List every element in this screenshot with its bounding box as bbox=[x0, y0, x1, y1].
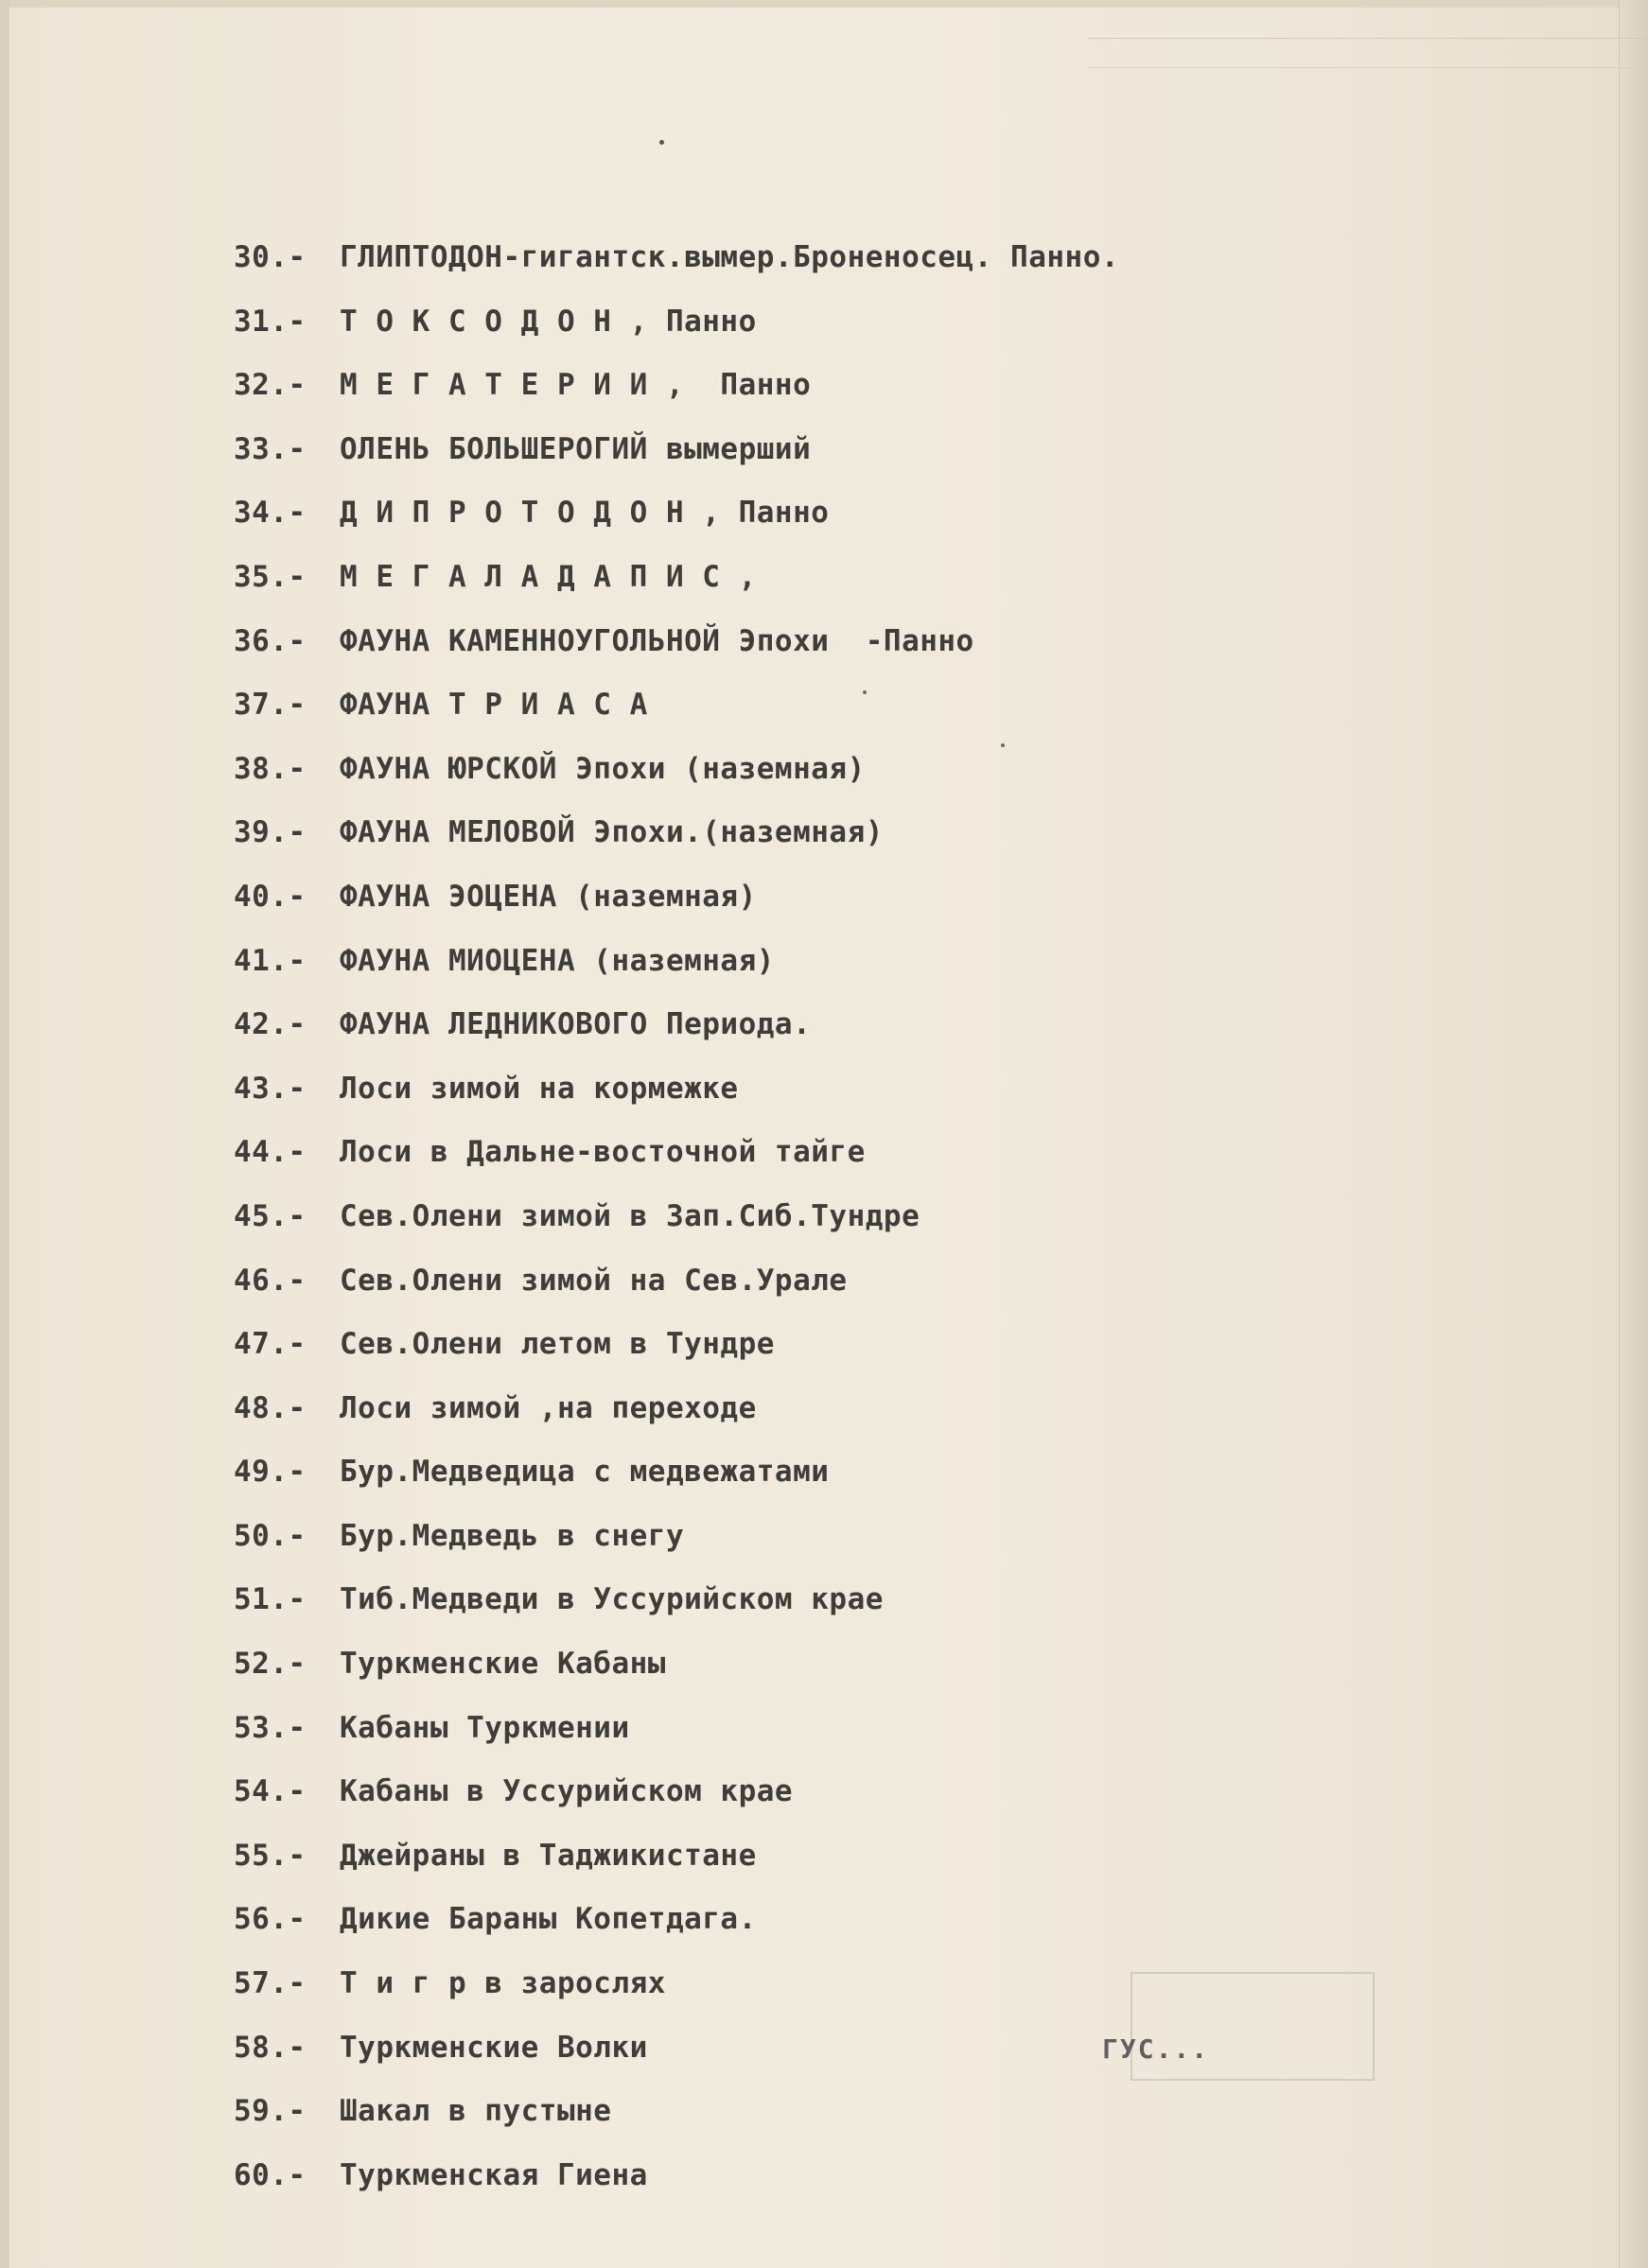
entry-text: Т и г р в зарослях bbox=[340, 1966, 666, 2001]
entry-text: Д И П Р О Т О Д О Н , Панно bbox=[340, 496, 830, 531]
entry-text: ФАУНА ЮРСКОЙ Эпохи (наземная) bbox=[340, 751, 866, 786]
entry-text: М Е Г А Т Е Р И И , Панно bbox=[340, 368, 812, 403]
entry-number: 44.- bbox=[234, 1135, 307, 1170]
entry-text: Сев.Олени летом в Тундре bbox=[340, 1327, 775, 1362]
entry-number: 50.- bbox=[234, 1518, 307, 1553]
entry-text: ОЛЕНЬ БОЛЬШЕРОГИЙ вымерший bbox=[340, 431, 812, 466]
entry-text: Шакал в пустыне bbox=[340, 2094, 612, 2129]
entry-text: Т О К С О Д О Н , Панно bbox=[340, 304, 757, 339]
entry-text: Дикие Бараны Копетдага. bbox=[340, 1902, 757, 1937]
list-item bbox=[234, 418, 1119, 482]
entry-text: ФАУНА Т Р И А С А bbox=[340, 688, 648, 723]
entry-text: ФАУНА МИОЦЕНА (наземная) bbox=[340, 943, 775, 978]
entry-text: Лоси в Дальне-восточной тайге bbox=[340, 1135, 866, 1170]
list-item bbox=[234, 801, 1119, 865]
list-item bbox=[234, 2144, 1119, 2208]
entry-number: 49.- bbox=[234, 1455, 307, 1490]
entry-number: 30.- bbox=[234, 240, 307, 274]
list-item bbox=[234, 1185, 1119, 1249]
list-item bbox=[234, 865, 1119, 930]
entry-number: 58.- bbox=[234, 2030, 307, 2065]
list-item bbox=[234, 1824, 1119, 1889]
list-item bbox=[234, 1505, 1119, 1569]
entry-text: Туркменские Кабаны bbox=[340, 1647, 666, 1682]
list-item bbox=[234, 354, 1119, 418]
list-item bbox=[234, 1249, 1119, 1314]
entry-number: 38.- bbox=[234, 751, 307, 786]
entry-text: Кабаны Туркмении bbox=[340, 1710, 630, 1745]
entry-number: 54.- bbox=[234, 1774, 307, 1809]
list-item bbox=[234, 993, 1119, 1057]
stamp-number: ГУС... bbox=[1102, 2033, 1210, 2065]
list-item bbox=[234, 610, 1119, 674]
list-item bbox=[234, 1440, 1119, 1505]
entry-number: 35.- bbox=[234, 559, 307, 594]
entry-text: Бур.Медведица с медвежатами bbox=[340, 1455, 830, 1490]
entry-text: Лоси зимой на кормежке bbox=[340, 1071, 739, 1106]
stacked-sheets-edge bbox=[1619, 0, 1648, 2268]
list-item bbox=[234, 738, 1119, 802]
list-item bbox=[234, 1952, 1119, 2016]
entry-text: Тиб.Медведи в Уссурийском крае bbox=[340, 1582, 884, 1617]
entry-number: 46.- bbox=[234, 1263, 307, 1298]
entry-text: ФАУНА КАМЕННОУГОЛЬНОЙ Эпохи -Панно bbox=[340, 623, 974, 658]
entry-text: Сев.Олени зимой на Сев.Урале bbox=[340, 1263, 848, 1298]
entry-number: 42.- bbox=[234, 1007, 307, 1042]
list-item bbox=[234, 1057, 1119, 1122]
list-item bbox=[234, 1377, 1119, 1441]
entry-text: Сев.Олени зимой в Зап.Сиб.Тундре bbox=[340, 1198, 920, 1233]
entry-number: 57.- bbox=[234, 1966, 307, 2001]
entry-number: 59.- bbox=[234, 2094, 307, 2129]
list-item bbox=[234, 1313, 1119, 1377]
entry-number: 56.- bbox=[234, 1902, 307, 1937]
entry-text: ФАУНА ЭОЦЕНА (наземная) bbox=[340, 879, 757, 914]
entry-number: 32.- bbox=[234, 368, 307, 403]
entry-text: ГЛИПТОДОН-гигантск.вымер.Броненосец. Панно. bbox=[340, 240, 1120, 274]
entry-text: М Е Г А Л А Д А П И С , bbox=[340, 559, 757, 594]
entry-text: Кабаны в Уссурийском крае bbox=[340, 1774, 794, 1809]
list-item bbox=[234, 2080, 1119, 2144]
entry-number: 52.- bbox=[234, 1647, 307, 1682]
entry-number: 55.- bbox=[234, 1838, 307, 1873]
entry-number: 60.- bbox=[234, 2157, 307, 2192]
entry-text: Туркменские Волки bbox=[340, 2030, 648, 2065]
list-item bbox=[234, 226, 1119, 290]
entry-number: 31.- bbox=[234, 304, 307, 339]
stacked-sheets-top bbox=[1088, 38, 1648, 68]
entry-number: 51.- bbox=[234, 1582, 307, 1617]
list-item bbox=[234, 930, 1119, 994]
entry-number: 53.- bbox=[234, 1710, 307, 1745]
entry-number: 43.- bbox=[234, 1071, 307, 1106]
page-left-edge bbox=[0, 0, 9, 2268]
entry-number: 47.- bbox=[234, 1327, 307, 1362]
entry-number: 41.- bbox=[234, 943, 307, 978]
entry-number: 37.- bbox=[234, 688, 307, 723]
entry-text: ФАУНА МЕЛОВОЙ Эпохи.(наземная) bbox=[340, 815, 884, 850]
entry-number: 39.- bbox=[234, 815, 307, 850]
entry-number: 45.- bbox=[234, 1198, 307, 1233]
stamp-line bbox=[1144, 1981, 1361, 2002]
entry-text: Туркменская Гиена bbox=[340, 2157, 648, 2192]
entry-list bbox=[234, 226, 1119, 2207]
list-item bbox=[234, 1121, 1119, 1185]
entry-number: 34.- bbox=[234, 496, 307, 531]
list-item bbox=[234, 481, 1119, 546]
list-item bbox=[234, 1760, 1119, 1824]
list-item bbox=[234, 1568, 1119, 1632]
list-item bbox=[234, 546, 1119, 610]
stamp-line bbox=[1144, 2002, 1361, 2023]
entry-text: Бур.Медведь в снегу bbox=[340, 1518, 685, 1553]
list-item bbox=[234, 1632, 1119, 1697]
entry-number: 40.- bbox=[234, 879, 307, 914]
list-item bbox=[234, 1888, 1119, 1952]
list-item bbox=[234, 2016, 1119, 2081]
entry-text: ФАУНА ЛЕДНИКОВОГО Периода. bbox=[340, 1007, 812, 1042]
entry-number: 48.- bbox=[234, 1390, 307, 1425]
entry-number: 36.- bbox=[234, 623, 307, 658]
page-top-edge bbox=[0, 0, 1648, 8]
entry-number: 33.- bbox=[234, 431, 307, 466]
list-item bbox=[234, 290, 1119, 355]
list-item bbox=[234, 673, 1119, 738]
list-item bbox=[234, 1697, 1119, 1761]
entry-text: Джейраны в Таджикистане bbox=[340, 1838, 757, 1873]
ink-dot bbox=[659, 140, 664, 145]
entry-text: Лоси зимой ,на переходе bbox=[340, 1390, 757, 1425]
